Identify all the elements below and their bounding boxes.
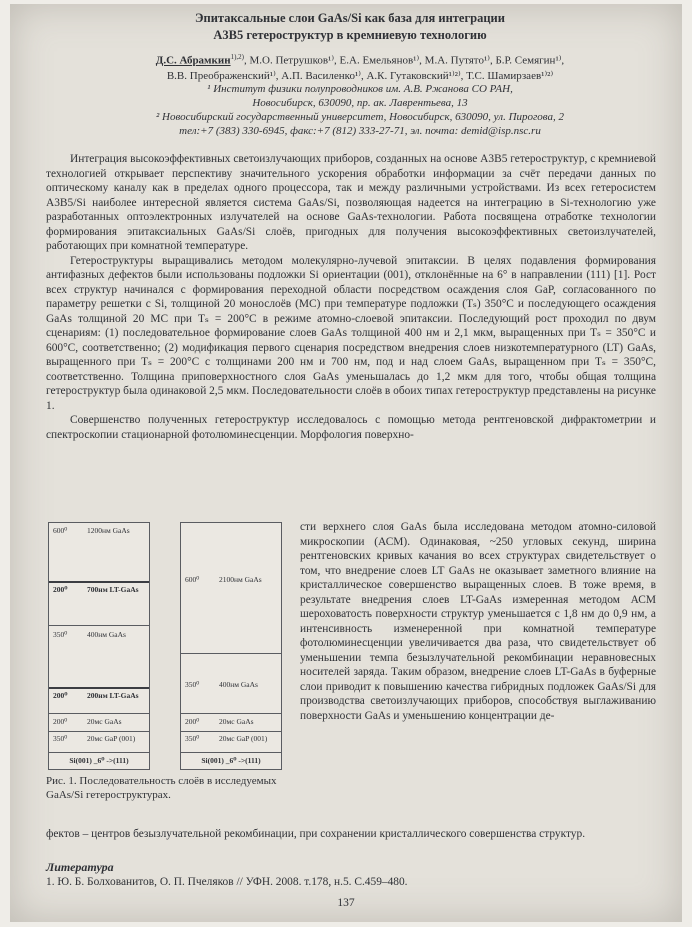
substrate-label: Si(001) _6⁰ ->(111) <box>181 752 281 769</box>
layer-description: 400нм GaAs <box>87 630 126 639</box>
stack-layer <box>49 731 149 746</box>
layer-description: 400нм GaAs <box>219 680 258 689</box>
authors-line-2: В.В. Преображенский¹⁾, А.П. Василенко¹⁾, А.К. Гутаковский¹⁾²⁾, Т.С. Шамирзаев¹⁾²⁾ <box>166 69 554 82</box>
layer-stack-reference <box>180 522 282 770</box>
layer-description: 1200нм GaAs <box>87 526 130 535</box>
stack-layer <box>49 581 149 627</box>
layer-temperature: 200⁰ <box>53 585 68 594</box>
layer-description: 20мс GaAs <box>219 717 254 726</box>
layer-temperature: 350⁰ <box>185 680 200 689</box>
stack-layer <box>49 625 149 682</box>
layer-temperature: 350⁰ <box>185 734 200 743</box>
document-page <box>10 4 682 922</box>
layer-description: 200нм LT-GaAs <box>87 691 139 700</box>
affiliation-2: ² Новосибирский государственный университет, Новосибирск, 630090, ул. Пирогова, 2 <box>155 111 565 123</box>
layer-stack-with-lt-gaas <box>48 522 150 770</box>
lead-author: Д.С. Абрамкин <box>155 54 231 67</box>
layer-description: 20мс GaP (001) <box>87 734 136 743</box>
layer-temperature: 350⁰ <box>53 630 68 639</box>
layer-temperature: 350⁰ <box>53 734 68 743</box>
stack-layer <box>49 713 149 730</box>
affiliation-1-address: Новосибирск, 630090, пр. ак. Лаврентьева, 13 <box>252 97 468 109</box>
page-number: 137 <box>337 897 355 909</box>
contact-line: тел:+7 (383) 330-6945, факс:+7 (812) 333-27-71, эл. почта: demid@isp.nsc.ru <box>179 125 541 137</box>
literature-heading: Литература <box>46 860 114 874</box>
stack-layer <box>181 523 281 653</box>
layer-description: 2100нм GaAs <box>219 575 262 584</box>
substrate-label: Si(001) _6⁰ ->(111) <box>49 752 149 769</box>
layer-temperature: 200⁰ <box>185 717 200 726</box>
literature-item: 1. Ю. Б. Болхованитов, О. П. Пчеляков // УФН. 2008. т.178, н.5. С.459–480. <box>46 876 408 888</box>
title-line-2: A3B5 гетероструктур в кремниевую технологию <box>213 28 487 42</box>
paragraph-tail: фектов – центров безызлучательной рекомбинации, при сохранении кристаллического совершенства структур. <box>46 828 586 840</box>
paragraph-growth: Гетероструктуры выращивались методом молекулярно-лучевой эпитаксии. В целях подавления формирования антифазных дефектов были использованы подложки Si ориентации (001), отклонённые на 6° в направлении (111) [1]. Рост всех структур начинался с формирования переходной области посредством осаждения слоя GaP, согласованного по параметру решетки с Si, толщиной 20 монослоёв (МС) при температуре подложки (Tₛ) 350°C и последующего осаждения GaAs толщиной 20 МС при Tₛ = 200°C в режиме атомно-слоевой эпитаксии. Последующий рост проходил по двум сценариям: (1) последовательное формирование слоев GaAs толщиной 400 нм и 2,1 мкм, выращенных при Tₛ = 350°C и 600°C, соответственно; (2) модификация первого сценария посредством внедрения слоев низкотемпературного (LT) GaAs, выращенного при Tₛ = 200°C с толщинами 200 нм и 700 нм, под и над слоем GaAs, выращенном при Tₛ = 350°C, соответственно. Толщина приповерхностного слоя GaAs уменьшалась до 1,2 мкм для того, чтобы общая толщина гетероструктур была одинаковой 2,5 мкм. Последовательности слоёв в обоих типах гетероструктур представлены на рисунке 1. <box>46 254 656 412</box>
author-list <box>70 50 650 84</box>
paragraph-wraparound: сти верхнего слоя GaAs была исследована методом атомно-силовой микроскопии (АСМ). Одинаковая, ~250 угловых секунд, ширина рентгеновских кривых качания во всех структурах свидетельствует о том, что внедрение слоев LT GaAs не оказывает заметного влияние на кристаллическое совершенство выращенных слоев. В тоже время, в результате внедрения слоев LT-GaAs измеренная методом АСМ шероховатость поверхности структур уменьшается с 1,8 нм до 0,9 нм, а интенсивность изменеренной при комнатной температуре фотолюминесценции увеличивается два раза, что свидетельствует об уменьшении темпа безызлучательной рекомбинации неравновесных носителей заряда. Таким образом, внедрение слоев LT-GaAs в буферные слои приводит к повышению качества гибридных подложек GaAs/Si для производства светоизлучающих приборов, способствуя выглаживанию поверхности GaAs и уменьшению концентрации де- <box>300 521 656 722</box>
affiliation-1: ¹ Институт физики полупроводников им. А.В. Ржанова СО РАН, <box>207 83 513 95</box>
stack-layer <box>181 731 281 746</box>
figure-1-layer-stacks <box>48 522 286 772</box>
stack-layer <box>181 653 281 712</box>
lead-author-affil: 1),2) <box>230 53 244 61</box>
layer-description: 20мс GaP (001) <box>219 734 268 743</box>
title-line-1: Эпитаксальные слои GaAs/Si как база для интеграции <box>195 11 505 25</box>
layer-description: 700нм LT-GaAs <box>87 585 139 594</box>
layer-temperature: 600⁰ <box>185 575 200 584</box>
layer-temperature: 600⁰ <box>53 526 68 535</box>
stack-layer <box>49 687 149 709</box>
paragraph-intro: Интеграция высокоэффективных светоизлучающих приборов, созданных на основе A3B5 гетероструктур, с кремниевой технологией открывает перспективу значительного ускорения обработки информации за счёт передачи данных по оптическому каналу как в пределах одного процессора, так и между различными устройствами. Из всех гетеросистем A3B5/Si наиболее интересной является система GaAs/Si, позволяющая надеется на интеграцию в Si-технологию уже разработанных оптоэлектронных излучателей на основе GaAs-технологии. Работа посвящена отработке технологии формирования эпитаксиальных GaAs/Si слоёв, пригодных для получения высокоэффективных светоизлучателей, работающих при комнатной температуре. <box>46 153 656 252</box>
paragraph-results: Совершенство полученных гетероструктур исследовалось с помощью метода рентгеновской дифрактометрии и спектроскопии стационарной фотолюминесценции. Морфология поверхно- <box>46 414 656 441</box>
figure-caption: Рис. 1. Последовательность слоёв в исследуемых GaAs/Si гетероструктурах. <box>46 775 277 801</box>
layer-temperature: 200⁰ <box>53 717 68 726</box>
authors-line-1: , М.О. Петрушков¹⁾, Е.А. Емельянов¹⁾, М.А. Путято¹⁾, Б.Р. Семягин¹⁾, <box>244 54 565 67</box>
stack-layer <box>49 523 149 575</box>
stack-layer <box>181 713 281 730</box>
paper-title <box>70 10 630 44</box>
layer-temperature: 200⁰ <box>53 691 68 700</box>
body-text <box>46 152 656 442</box>
layer-description: 20мс GaAs <box>87 717 122 726</box>
